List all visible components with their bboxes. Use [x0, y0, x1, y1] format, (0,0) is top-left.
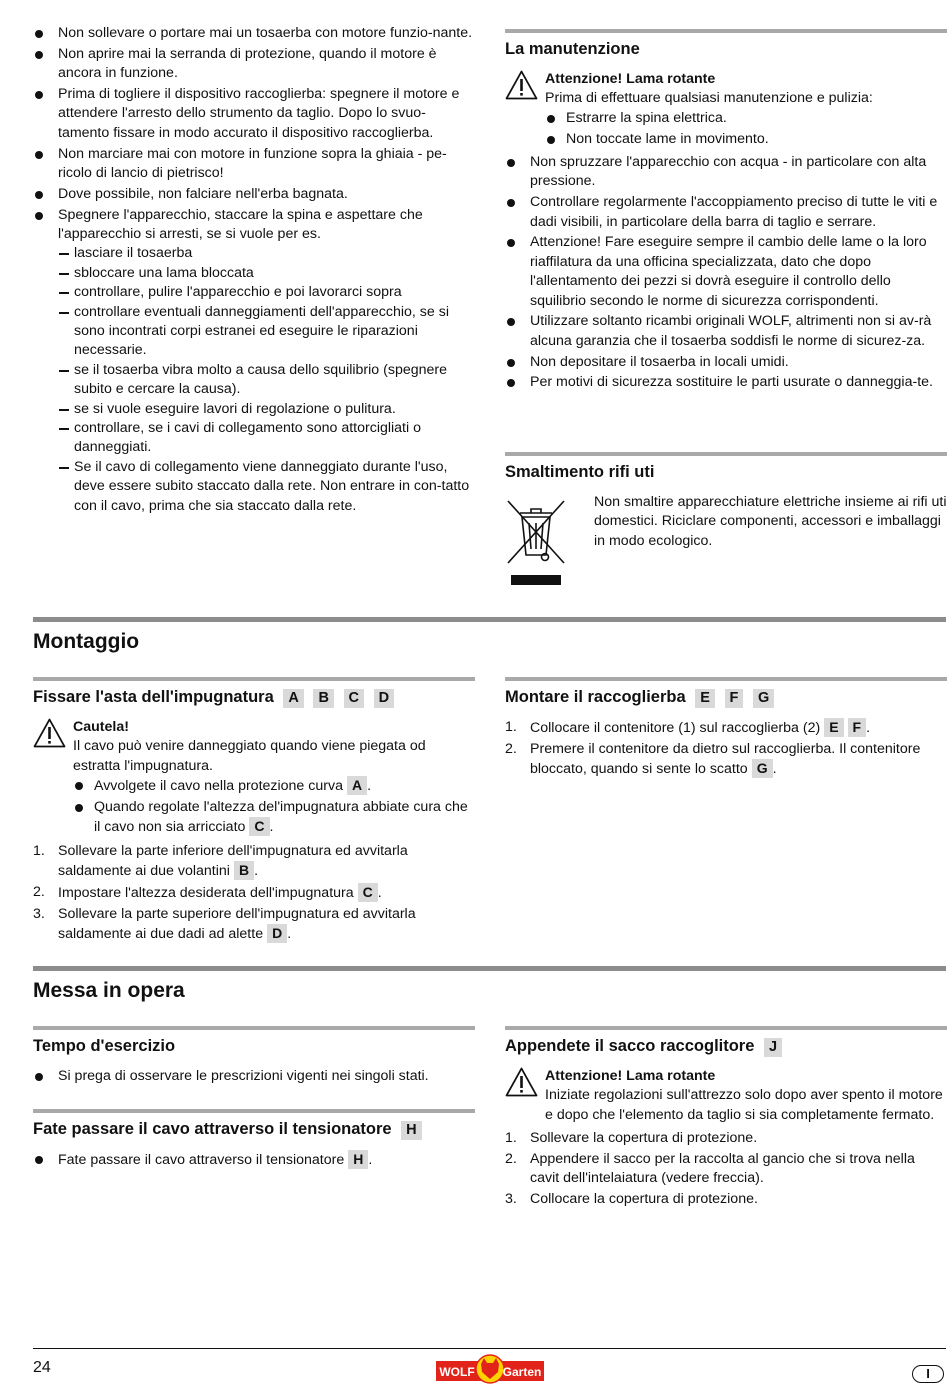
- caution-text: Il cavo può venire danneggiato quando viene piegata od estratta l'impugnatura.: [73, 738, 426, 774]
- dash-item: controllare, pulire l'apparecchio e poi lavorarci sopra: [58, 283, 475, 302]
- step-number: 1.: [33, 842, 45, 859]
- language-badge: I: [912, 1365, 944, 1383]
- cable-tensioner-heading-text: Fate passare il cavo attraverso il tensionatore: [33, 1120, 392, 1138]
- step-item: 1. Sollevare la parte inferiore dell'impugnatura ed avvitarla saldamente ai due volantini B .: [33, 842, 408, 880]
- figure-tag: J: [764, 1038, 782, 1057]
- figure-tag: E: [695, 689, 715, 708]
- list-item: Avvolgete il cavo nella protezione curva A .: [73, 776, 475, 796]
- step-item: 3. Sollevare la parte superiore dell'impugnatura ed avvitarla saldamente ai due dadi ad alette D .: [33, 905, 416, 943]
- collection-bag-steps: [505, 1129, 947, 1209]
- step-item: 2. Premere il contenitore da dietro sul raccoglierba. Il contenitore bloccato, quando si sente lo scatto G .: [505, 740, 921, 778]
- dash-list: [58, 244, 475, 516]
- figure-tag: C: [358, 883, 378, 902]
- step-number: 1.: [505, 719, 517, 735]
- handle-heading: [33, 677, 475, 708]
- step-number: 3.: [33, 905, 45, 922]
- figure-tag: B: [313, 689, 333, 708]
- assembly-section-title: Montaggio: [33, 617, 946, 656]
- step-item: [505, 1129, 947, 1148]
- dash-item: lasciare il tosaerba: [58, 244, 475, 263]
- step-text: Collocare il contenitore (1) sul raccoglierba (2): [530, 720, 821, 736]
- caution-bullet-list: [73, 776, 475, 838]
- step-item: [505, 1190, 947, 1209]
- grass-catcher-section: [505, 677, 947, 781]
- logo-text-right: Garten: [502, 1365, 542, 1379]
- maintenance-column: [505, 29, 947, 394]
- step-number: 2.: [33, 884, 45, 901]
- figure-tag: A: [347, 776, 367, 795]
- step-text: Collocare la copertura di protezione.: [530, 1191, 758, 1208]
- warning-title: Attenzione! Lama rotante: [545, 1068, 716, 1084]
- list-item: Attenzione! Fare eseguire sempre il cambio delle lame o la loro riaffilatura da una officina specializzata, dato che dopo l'allentamento dei pezzi si dovrà eseguire il controllo dello squilibrio secondo le norme di sicurezza corrispondenti.: [505, 233, 947, 311]
- warning-bullet-list: [545, 109, 947, 149]
- step-number: 1.: [505, 1130, 517, 1147]
- figure-tag: F: [725, 689, 744, 708]
- list-item: Utilizzare soltanto ricambi originali WOLF, altrimenti non si av-rà alcuna garanzia che il tosaerba soddisfi le norme di sicurez-za.: [505, 312, 947, 351]
- operating-time-list: [33, 1067, 475, 1086]
- step-item: 2. Impostare l'altezza desiderata dell'impugnatura C .: [33, 884, 382, 902]
- step-text: Impostare l'altezza desiderata dell'impugnatura: [58, 885, 354, 902]
- list-item: Non sollevare o portare mai un tosaerba con motore funzio-nante.: [33, 24, 475, 43]
- list-item: Dove possibile, non falciare nell'erba bagnata.: [33, 185, 475, 204]
- dash-item: se si vuole eseguire lavori di regolazione o pulitura.: [58, 400, 475, 419]
- dash-item: Se il cavo di collegamento viene danneggiato durante l'uso, deve essere subito staccato dalla rete. Non entrare in con-tatto con il cavo, prima che sia staccato dalla rete.: [58, 458, 475, 516]
- operating-time-heading: Tempo d'esercizio: [33, 1026, 475, 1057]
- caution-block: [33, 718, 475, 838]
- dash-item: controllare eventuali danneggiamenti dell'apparecchio, se si sono incontrati corpi estranei ed eseguire le riparazioni necessarie.: [58, 303, 475, 361]
- handle-steps: [33, 842, 475, 945]
- list-item-text: Quando regolate l'altezza del'impugnatura abbiate cura che il cavo non sia arricciato: [94, 799, 468, 836]
- handle-heading-text: Fissare l'asta dell'impugnatura: [33, 688, 274, 706]
- figure-tag: D: [374, 689, 394, 708]
- list-item: Fate passare il cavo attraverso il tensionatore H .: [33, 1150, 475, 1170]
- disposal-text: Non smaltire apparecchiature elettriche insieme ai rifi uti domestici. Riciclare componenti, accessori e imballaggi in modo ecologico.: [594, 494, 947, 549]
- maintenance-heading: La manutenzione: [505, 29, 947, 60]
- figure-tag: D: [267, 924, 287, 943]
- cable-tensioner-list: [33, 1150, 475, 1170]
- step-text: Sollevare la copertura di protezione.: [530, 1130, 758, 1147]
- figure-tag: H: [401, 1121, 421, 1140]
- list-item: Non spruzzare l'apparecchio con acqua - in particolare con alta pressione.: [505, 153, 947, 192]
- step-number: 2.: [505, 1151, 517, 1168]
- safety-notes-column: [33, 24, 475, 518]
- warning-icon: [33, 718, 66, 748]
- warning-block: [505, 70, 947, 149]
- figure-tag: B: [234, 861, 254, 880]
- list-item: Estrarre la spina elettrica.: [545, 109, 947, 128]
- warning-title: Attenzione! Lama rotante: [545, 71, 716, 87]
- logo-text-left: WOLF: [439, 1365, 475, 1379]
- list-item: Quando regolate l'altezza del'impugnatura abbiate cura che il cavo non sia arricciato C .: [73, 798, 475, 838]
- list-item-text: Fate passare il cavo attraverso il tensionatore: [58, 1152, 345, 1168]
- dash-item: controllare, se i cavi di collegamento sono attorcigliati o danneggiati.: [58, 419, 475, 458]
- figure-tag: F: [848, 718, 867, 737]
- collection-bag-section: [505, 1026, 947, 1211]
- figure-tag: C: [344, 689, 364, 708]
- operating-time-section: [33, 1026, 475, 1088]
- operation-section-title: Messa in opera: [33, 966, 946, 1005]
- warning-block: [505, 1067, 947, 1125]
- disposal-heading: Smaltimento rifi uti: [505, 452, 947, 483]
- warning-text: Iniziate regolazioni sull'attrezzo solo dopo aver spento il motore e dopo che l'elemento da taglio si sia completamente fermato.: [545, 1087, 943, 1123]
- list-item: Non depositare il tosaerba in locali umidi.: [505, 353, 947, 372]
- list-item: Non marciare mai con motore in funzione sopra la ghiaia - pe-ricolo di lancio di pietrisco!: [33, 145, 475, 184]
- footer-divider: [33, 1348, 946, 1349]
- list-item: Non aprire mai la serranda di protezione, quando il motore è ancora in funzione.: [33, 45, 475, 84]
- step-text: Appendere il sacco per la raccolta al gancio che si trova nella cavit dell'intelaiatura (vedere freccia).: [530, 1151, 915, 1187]
- disposal-block: [505, 493, 947, 583]
- collection-bag-heading-text: Appendete il sacco raccoglitore: [505, 1037, 755, 1055]
- list-item-text: Avvolgete il cavo nella protezione curva: [94, 778, 343, 795]
- list-item: [33, 206, 475, 517]
- cable-tensioner-heading: [33, 1109, 475, 1140]
- figure-tag: A: [283, 689, 303, 708]
- step-item: [505, 1150, 947, 1189]
- safety-bullet-list: [33, 24, 475, 516]
- list-item: Per motivi di sicurezza sostituire le parti usurate o danneggia-te.: [505, 373, 947, 392]
- dash-item: sbloccare una lama bloccata: [58, 264, 475, 283]
- warning-icon: [505, 1067, 538, 1097]
- step-item: 1. Collocare il contenitore (1) sul raccoglierba (2) E F .: [505, 719, 871, 736]
- figure-tag: H: [348, 1150, 368, 1169]
- list-item-text: Spegnere l'apparecchio, staccare la spina e aspettare che l'apparecchio si arresti, se si vuole per es.: [58, 206, 423, 243]
- list-item: Si prega di osservare le prescrizioni vigenti nei singoli stati.: [33, 1067, 475, 1086]
- figure-tag: E: [824, 718, 843, 737]
- wolf-garten-logo: [436, 1354, 544, 1386]
- list-item: Controllare regolarmente l'accoppiamento preciso di tutte le viti e dadi visibili, in particolare della barra di taglio e serrare.: [505, 193, 947, 232]
- dash-item: se il tosaerba vibra molto a causa dello squilibrio (spegnere subito e cercare la causa).: [58, 361, 475, 400]
- collection-bag-heading: [505, 1026, 947, 1057]
- cable-tensioner-section: [33, 1109, 475, 1172]
- disposal-section: [505, 452, 947, 583]
- crossed-bin-icon: [505, 495, 567, 587]
- figure-tag: G: [752, 759, 773, 778]
- grass-catcher-steps: [505, 718, 947, 780]
- step-text: Sollevare la parte inferiore dell'impugnatura ed avvitarla saldamente ai due volantini: [58, 842, 408, 880]
- step-number: 3.: [505, 1191, 517, 1208]
- grass-catcher-heading-text: Montare il raccoglierba: [505, 688, 686, 706]
- grass-catcher-heading: [505, 677, 947, 708]
- figure-tag: G: [753, 689, 774, 708]
- page-number: 24: [33, 1359, 51, 1376]
- step-text: Premere il contenitore da dietro sul raccoglierba. Il contenitore bloccato, quando si sente lo scatto: [530, 740, 921, 778]
- warning-icon: [505, 70, 538, 100]
- maintenance-bullet-list: [505, 153, 947, 393]
- handle-assembly-section: [33, 677, 475, 946]
- list-item: Non toccate lame in movimento.: [545, 130, 947, 149]
- list-item: Prima di togliere il dispositivo raccoglierba: spegnere il motore e attendere l'arresto dello strumento da taglio. Dopo lo svuo-tamento fissare in modo accurato il dispositivo raccoglierba.: [33, 85, 475, 143]
- step-text: Sollevare la parte superiore dell'impugnatura ed avvitarla saldamente ai due dadi ad alette: [58, 905, 416, 943]
- warning-text: Prima di effettuare qualsiasi manutenzione e pulizia:: [545, 90, 873, 107]
- caution-title: Cautela!: [73, 719, 129, 735]
- figure-tag: C: [249, 817, 269, 836]
- step-number: 2.: [505, 740, 517, 757]
